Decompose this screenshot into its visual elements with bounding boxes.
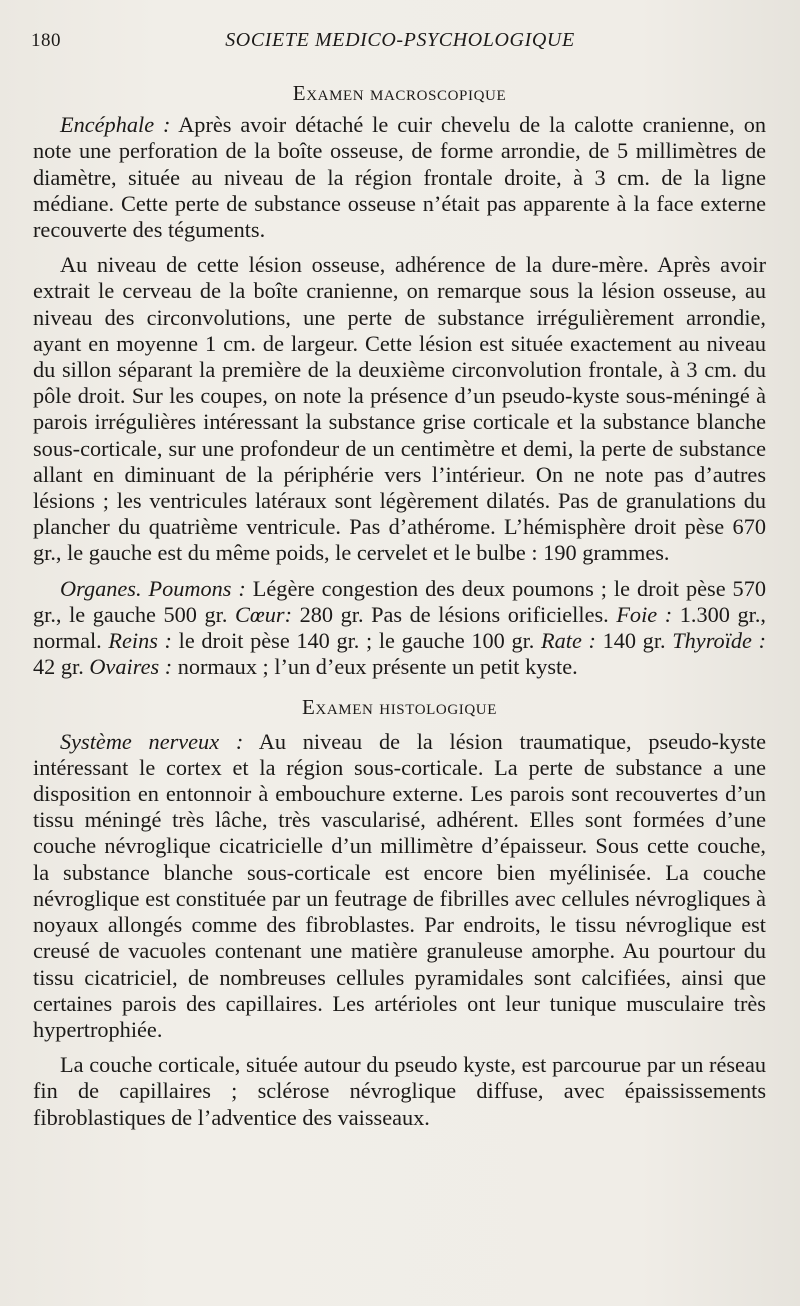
page-number: 180 xyxy=(31,30,61,51)
paragraph-text: Après avoir détaché le cuir chevelu de la calotte cranienne, on note une perforation de la boîte osseuse, de forme arrondie, de 5 millimètres de diamètre, située au niveau de la région frontale droite, à 3 cm. de la ligne médiane. Cette perte de substance osseuse n’était pas apparente à la face externe recouverte des téguments. xyxy=(33,112,766,243)
paragraph-label: Ovaires : xyxy=(89,654,173,680)
paragraph-label: Encéphale : xyxy=(60,112,171,138)
paragraph-text: 42 gr. xyxy=(33,654,90,680)
paragraph-systeme-nerveux xyxy=(33,729,766,1043)
paragraph-text: 140 gr. xyxy=(595,628,673,654)
paragraph-text: 1.300 gr., normal. xyxy=(33,601,767,654)
paragraph-lesion-osseuse: Au niveau de cette lésion osseuse, adhérence de la dure-mère. Après avoir extrait le cerveau de la boîte cranienne, on remarque sous la lésion osseuse, au niveau des circonvolutions, une perte de substance irrégulièrement arrondie, ayant en moyenne 1 cm. de largeur. Cette lésion est située exactement au niveau du sillon séparant la première de la deuxième circonvolution frontale, à 3 cm. du pôle droit. Sur les coupes, on note la présence d’un pseudo-kyste sous-méningé à parois irrégulières intéressant la substance grise corticale et la substance blanche sous-corticale, sur une profondeur de un centimètre et demi, la perte de substance allant en diminuant de la périphérie vers l’intérieur. On ne note pas d’autres lésions ; les ventricules latéraux sont légèrement dilatés. Pas de granulations du plancher du quatrième ventricule. Pas d’athérome. L’hémisphère droit pèse 670 gr., le gauche est du même poids, le cervelet et le bulbe : 190 grammes. xyxy=(33,252,766,566)
page-header xyxy=(0,26,800,60)
paragraph-label: Rate : xyxy=(541,628,596,654)
paragraph-text: 280 gr. Pas de lésions orificielles. xyxy=(292,601,617,627)
paragraph-label: Reins : xyxy=(108,628,172,654)
paragraph-text: Au niveau de la lésion traumatique, pseudo-kyste intéressant le cortex et la région sous-corticale. La perte de substance a une disposition en entonnoir à embouchure externe. Les parois sont recouvertes d’un tissu méningé très lâche, très vascularisé, adhérent. Elles sont formées d’une couche névroglique cicatricielle d’un millimètre d’épaisseur. Sous cette couche, la substance blanche sous-corticale est encore bien myélinisée. La couche névroglique est constituée par un feutrage de fibrilles avec cellules névrogliques à noyaux allongés comme des fibroblastes. Par endroits, le tissu névroglique est creusé de vacuoles contenant une matière granuleuse amorphe. Au pourtour du tissu cicatriciel, de nombreuses cellules pyramidales sont calcifiées, ainsi que certaines parois des capillaires. Les artérioles ont leur tunique musculaire très hypertrophiée. xyxy=(33,728,766,1042)
paragraph-couche-corticale: La couche corticale, située autour du pseudo kyste, est parcourue par un réseau fin de capillaires ; sclérose névroglique diffuse, avec épaississements fibroblastiques de l’adventice des vaisseaux. xyxy=(33,1052,766,1130)
paragraph-text: Légère congestion des deux poumons ; le droit pèse 570 gr., le gauche 500 gr. xyxy=(33,575,766,627)
page-body xyxy=(33,80,766,1131)
paragraph-label: Thyroïde : xyxy=(672,628,766,654)
section-title-macroscopique: Examen macroscopique xyxy=(292,81,507,105)
paragraph-label: Système nerveux : xyxy=(60,728,244,754)
paragraph-encephale xyxy=(33,112,766,243)
paragraph-organes xyxy=(33,576,766,681)
section-title-histologique: Examen histologique xyxy=(301,695,498,720)
paragraph-text: le droit pèse 140 gr. ; le gauche 100 gr. xyxy=(171,628,542,654)
running-title: SOCIETE MEDICO-PSYCHOLOGIQUE xyxy=(225,29,575,51)
paragraph-label: Foie : xyxy=(616,601,673,627)
paragraph-label: Cœur: xyxy=(235,601,292,627)
paragraph-label: Organes. Poumons : xyxy=(60,575,246,601)
paragraph-text: normaux ; l’un d’eux présente un petit kyste. xyxy=(172,654,578,680)
